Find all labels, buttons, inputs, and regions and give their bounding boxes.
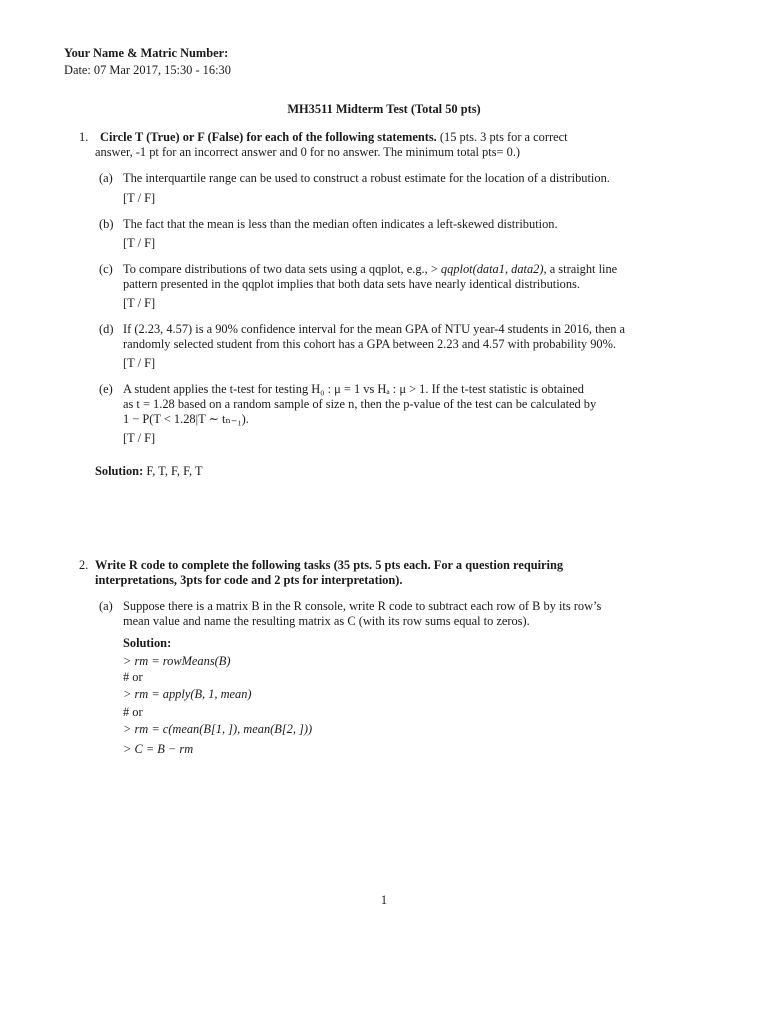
q1c-label: (c): [99, 262, 113, 276]
q1e-line3: 1 − P(T < 1.28|T ∼ tₙ₋₁).: [123, 412, 249, 426]
q1c-answer-box: [T / F]: [123, 296, 156, 310]
exam-date: Date: 07 Mar 2017, 15:30 - 16:30: [64, 63, 231, 77]
q2-heading-line2: interpretations, 3pts for code and 2 pts for interpretation).: [95, 573, 403, 587]
q2-number: 2.: [79, 558, 89, 572]
q1c-line1-pre: To compare distributions of two data sets using a qqplot, e.g., >: [123, 262, 438, 276]
q1c-line1: [123, 262, 617, 277]
page-number: 1: [380, 893, 388, 907]
q2a-line1: Suppose there is a matrix B in the R console, write R code to subtract each row of B by its row’s: [123, 599, 602, 613]
q1-solution-value: F, T, F, F, T: [146, 464, 203, 478]
name-label: Your Name & Matric Number:: [64, 46, 229, 60]
q1e-answer-box: [T / F]: [123, 431, 156, 445]
q1d-answer-box: [T / F]: [123, 356, 156, 370]
q1e-line1: A student applies the t-test for testing H₀ : μ = 1 vs Hₐ : μ > 1. If the t-test statistic is obtained: [123, 382, 585, 396]
q1a-label: (a): [99, 171, 113, 185]
q2a-label: (a): [99, 599, 113, 613]
q1c-qqplot-code: qqplot(data1, data2),: [440, 262, 547, 276]
q2a-line2: mean value and name the resulting matrix as C (with its row sums equal to zeros).: [123, 614, 530, 628]
q2-solution-line: > rm = c(mean(B[1, ]), mean(B[2, ])): [123, 722, 313, 736]
q2-heading-line1: Write R code to complete the following tasks (35 pts. 5 pts each. For a question requiring: [95, 558, 564, 572]
page-title: MH3511 Midterm Test (Total 50 pts): [287, 102, 481, 116]
q1-points-line2: answer, -1 pt for an incorrect answer and 0 for no answer. The minimum total pts= 0.): [95, 145, 521, 159]
q1a-text: The interquartile range can be used to construct a robust estimate for the location of a distribution.: [123, 171, 610, 185]
q1d-label: (d): [99, 322, 114, 336]
q1e-line2: as t = 1.28 based on a random sample of size n, then the p-value of the test can be calculated by: [123, 397, 597, 411]
q1c-line1-post: a straight line: [549, 262, 618, 276]
q1b-label: (b): [99, 217, 114, 231]
q1b-answer-box: [T / F]: [123, 236, 156, 250]
q1d-line1: If (2.23, 4.57) is a 90% confidence interval for the mean GPA of NTU year-4 students in 2016, then a: [123, 322, 626, 336]
q1-solution-label: Solution:: [95, 464, 144, 478]
q1c-line2: pattern presented in the qqplot implies that both data sets have nearly identical distributions.: [123, 277, 580, 291]
q2-solution-line: # or: [123, 705, 143, 719]
q2-solution-line: > rm = rowMeans(B): [123, 654, 231, 668]
q1e-label: (e): [99, 382, 113, 396]
q1b-text: The fact that the mean is less than the median often indicates a left-skewed distribution.: [123, 217, 558, 231]
q1a-answer-box: [T / F]: [123, 191, 156, 205]
q2-solution-line: > rm = apply(B, 1, mean): [123, 687, 252, 701]
q2-solution-line: # or: [123, 670, 143, 684]
q2-solution-line: > C = B − rm: [123, 742, 194, 756]
q1-points-line1: (15 pts. 3 pts for a correct: [439, 130, 568, 144]
q1-heading: Circle T (True) or F (False) for each of the following statements.: [100, 130, 437, 144]
q2-solution-label: Solution:: [123, 636, 172, 650]
q1d-line2: randomly selected student from this cohort has a GPA between 2.23 and 4.57 with probability 90%.: [123, 337, 617, 351]
q1-solution: [95, 464, 203, 479]
q1-heading-row: [100, 130, 568, 145]
q1-number: 1.: [79, 130, 89, 144]
